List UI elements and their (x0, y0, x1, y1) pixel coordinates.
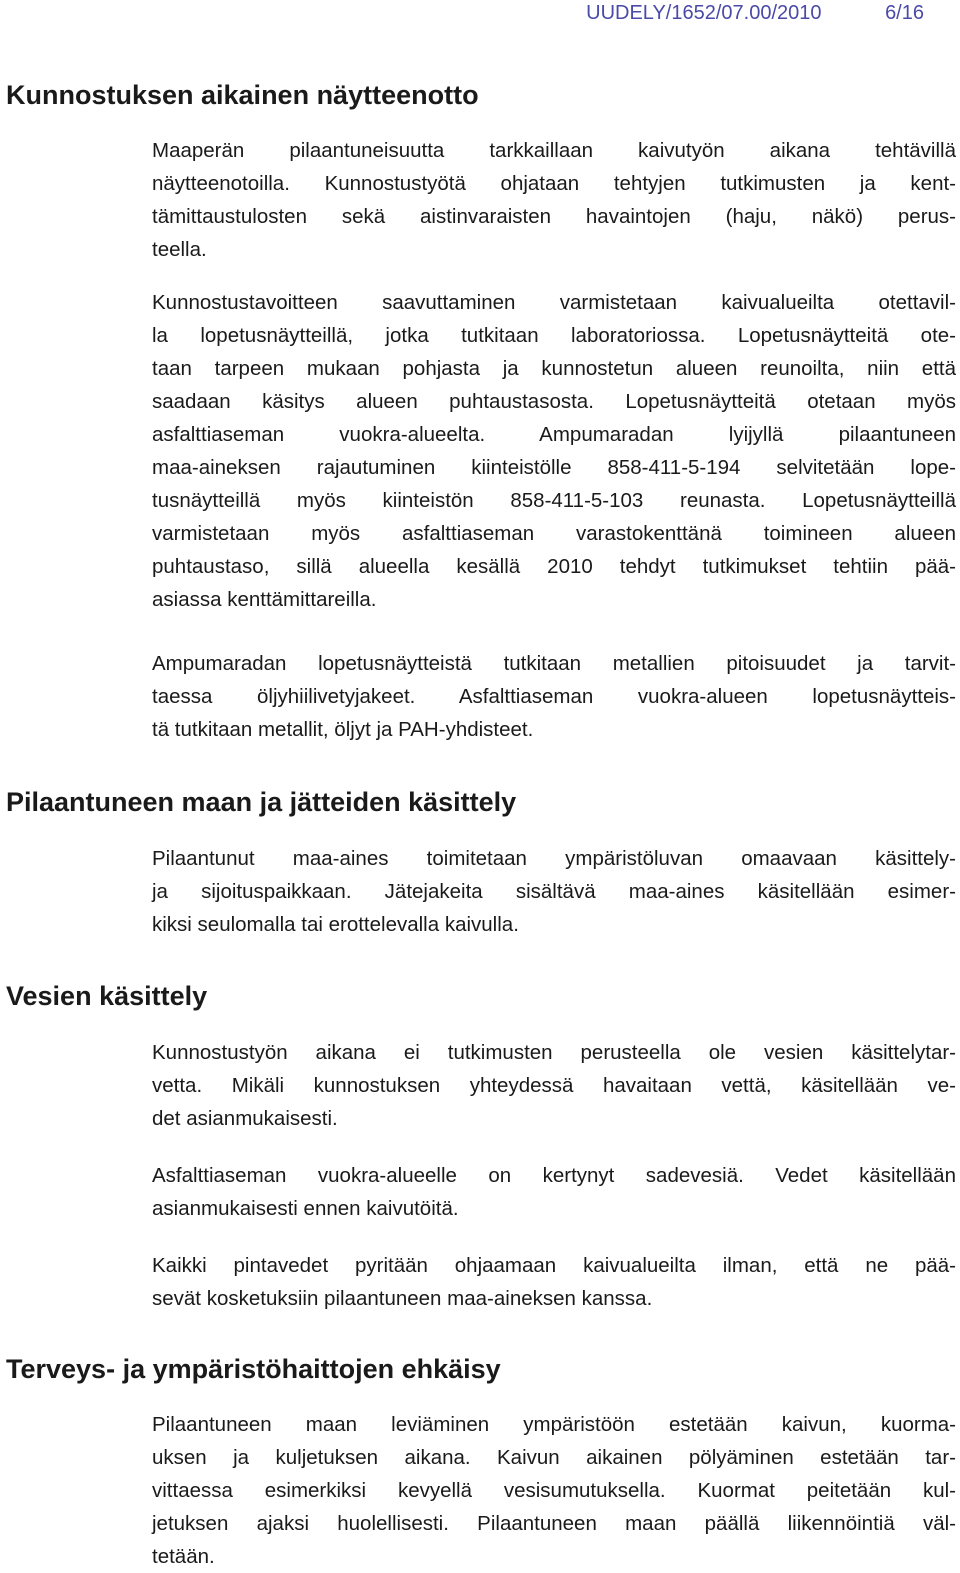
paragraph-rainwater (152, 1159, 956, 1225)
text-line: la lopetusnäytteillä, jotka tutkitaan laboratoriossa. Lopetusnäytteitä ote- (152, 324, 956, 347)
paragraph-surface-water (152, 1249, 956, 1315)
text-line: asiassa kenttämittareilla. (152, 588, 377, 611)
text-line: Pilaantuneen maan leviäminen ympäristöön estetään kaivun, kuorma- (152, 1413, 956, 1436)
text-line: uksen ja kuljetuksen aikana. Kaivun aikainen pölyäminen estetään tar- (152, 1446, 956, 1469)
section-heading-sampling: Kunnostuksen aikainen näytteenotto (6, 80, 479, 110)
paragraph-sampling-intro (152, 134, 956, 266)
text-line: jetuksen ajaksi huolellisesti. Pilaantuneen maan päällä liikennöintiä väl- (152, 1512, 956, 1535)
paragraph-final-samples (152, 286, 956, 616)
text-line: asfalttiaseman vuokra-alueelta. Ampumaradan lyijyllä pilaantuneen (152, 423, 956, 446)
text-line: saadaan käsitys alueen puhtaustasosta. Lopetusnäytteitä otetaan myös (152, 390, 956, 413)
text-line: vittaessa esimerkiksi kevyellä vesisumutuksella. Kuormat peitetään kul- (152, 1479, 956, 1502)
text-line: puhtaustaso, sillä alueella kesällä 2010 tehdyt tutkimukset tehtiin pää- (152, 555, 956, 578)
text-line: Pilaantunut maa-aines toimitetaan ympäristöluvan omaavaan käsittely- (152, 847, 956, 870)
text-line: ja sijoituspaikkaan. Jätejakeita sisältävä maa-aines käsitellään esimer- (152, 880, 956, 903)
text-line: vetta. Mikäli kunnostuksen yhteydessä havaitaan vettä, käsitellään ve- (152, 1074, 956, 1097)
text-line: tusnäytteillä myös kiinteistön 858-411-5-103 reunasta. Lopetusnäytteillä (152, 489, 956, 512)
text-line: asianmukaisesti ennen kaivutöitä. (152, 1197, 459, 1220)
text-line: Ampumaradan lopetusnäytteistä tutkitaan metallien pitoisuudet ja tarvit- (152, 652, 956, 675)
text-line: Kunnostustyön aikana ei tutkimusten perusteella ole vesien käsittelytar- (152, 1041, 956, 1064)
text-line: tä tutkitaan metallit, öljyt ja PAH-yhdisteet. (152, 718, 534, 741)
paragraph-water-need (152, 1036, 956, 1135)
section-heading-water-handling: Vesien käsittely (6, 981, 208, 1011)
text-line: varmistetaan myös asfalttiaseman varastokenttänä toimineen alueen (152, 522, 956, 545)
text-line: tämittaustulosten sekä aistinvaraisten havaintojen (haju, näkö) perus- (152, 205, 956, 228)
page-number: 6/16 (885, 2, 924, 24)
paragraph-sample-analysis (152, 647, 956, 746)
text-line: Asfalttiaseman vuokra-alueelle on kertynyt sadevesiä. Vedet käsitellään (152, 1164, 956, 1187)
section-heading-soil-handling: Pilaantuneen maan ja jätteiden käsittely (6, 787, 517, 817)
text-line: tetään. (152, 1545, 215, 1568)
text-line: teella. (152, 238, 207, 261)
text-line: Maaperän pilaantuneisuutta tarkkaillaan kaivutyön aikana tehtävillä (152, 139, 956, 162)
text-line: Kunnostustavoitteen saavuttaminen varmistetaan kaivualueilta otettavil- (152, 291, 956, 314)
text-line: taan tarpeen mukaan pohjasta ja kunnostetun alueen reunoilta, niin että (152, 357, 956, 380)
text-line: Kaikki pintavedet pyritään ohjaamaan kaivualueilta ilman, että ne pää- (152, 1254, 956, 1277)
text-line: det asianmukaisesti. (152, 1107, 338, 1130)
text-line: kiksi seulomalla tai erottelevalla kaivulla. (152, 913, 519, 936)
section-heading-hazard-prevention: Terveys- ja ympäristöhaittojen ehkäisy (6, 1354, 501, 1384)
paragraph-soil-handling (152, 842, 956, 941)
text-line: näytteenotoilla. Kunnostustyötä ohjataan tehtyjen tutkimusten ja kent- (152, 172, 956, 195)
document-id: UUDELY/1652/07.00/2010 (586, 2, 822, 24)
text-line: taessa öljyhiilivetyjakeet. Asfalttiaseman vuokra-alueen lopetusnäytteis- (152, 685, 956, 708)
page-header (586, 0, 924, 26)
text-line: sevät kosketuksiin pilaantuneen maa-aineksen kanssa. (152, 1287, 653, 1310)
paragraph-hazard-prevention (152, 1408, 956, 1573)
text-line: maa-aineksen rajautuminen kiinteistölle 858-411-5-194 selvitetään lope- (152, 456, 956, 479)
